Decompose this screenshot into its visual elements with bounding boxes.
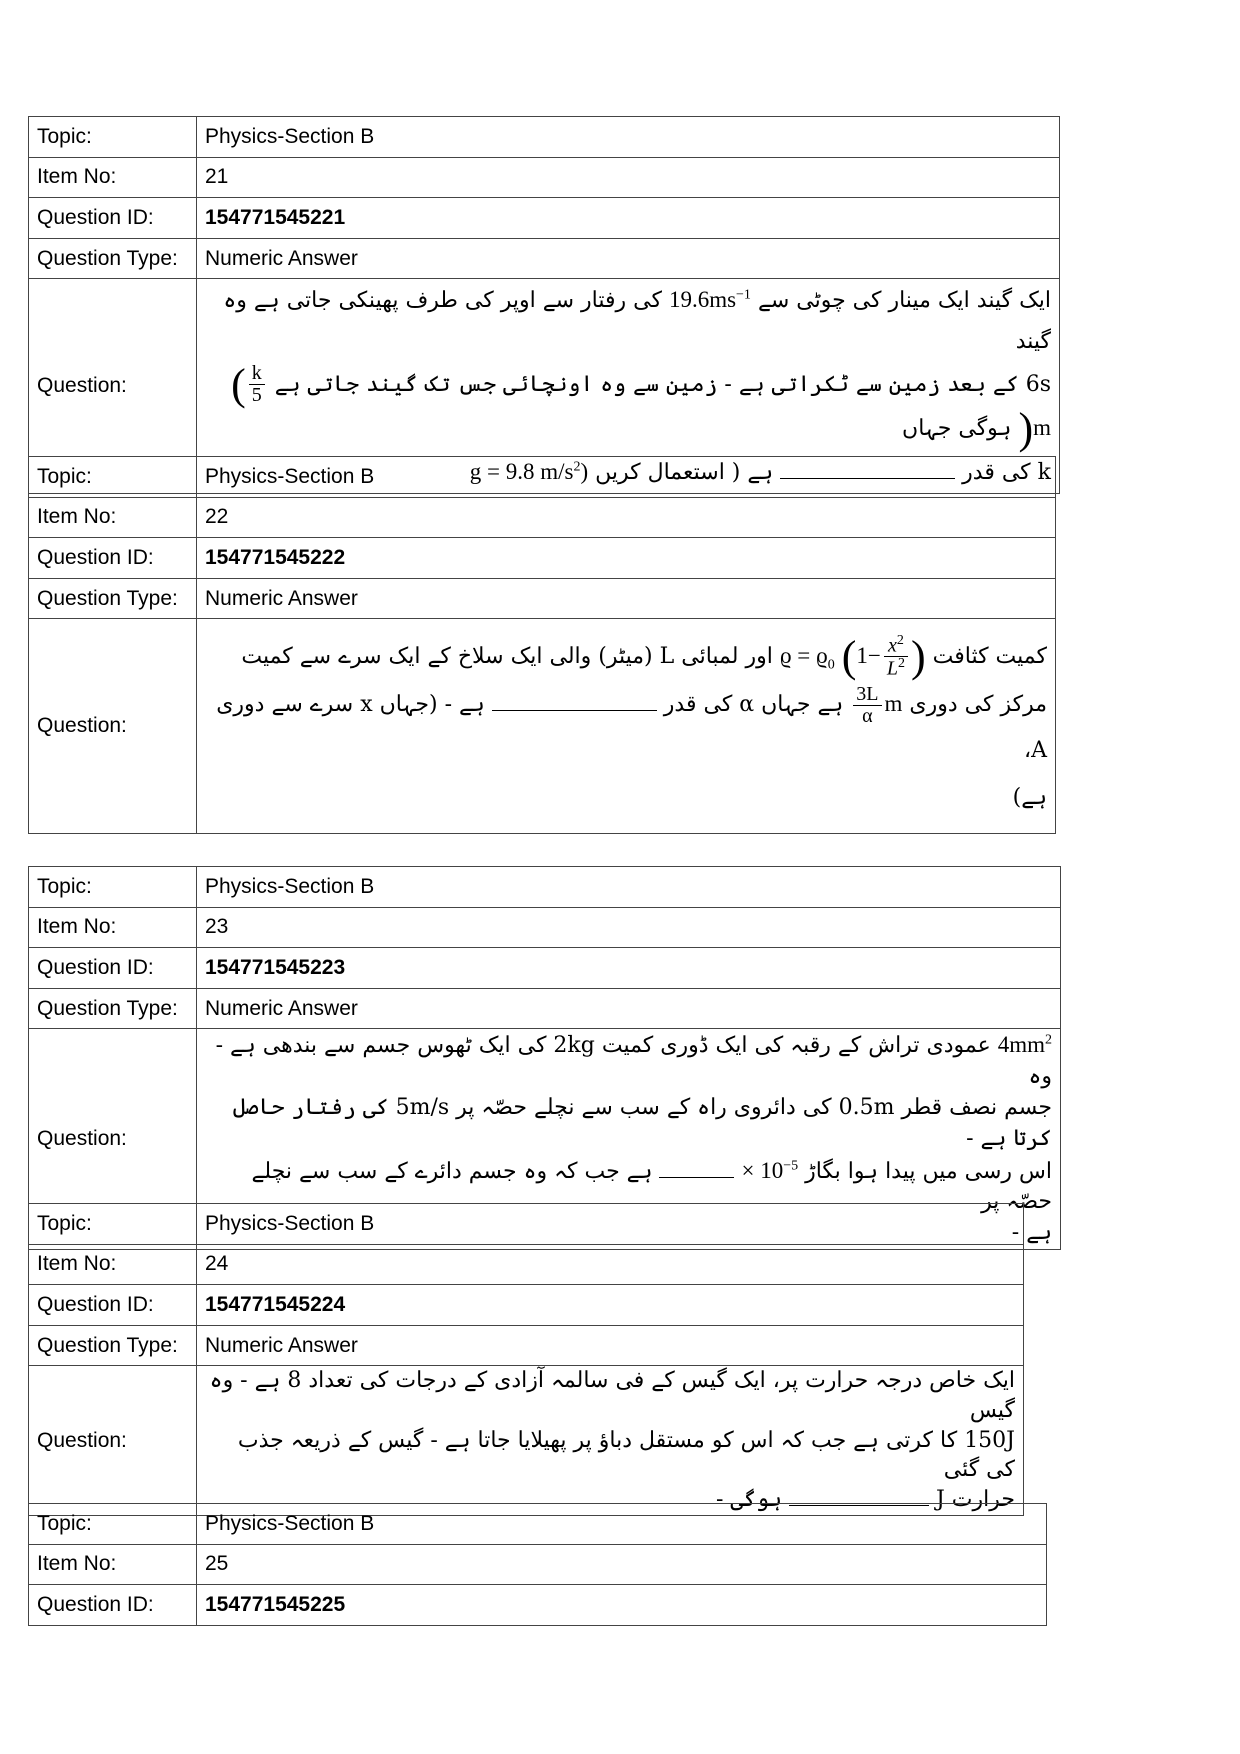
question-id-label: Question ID: [29, 538, 197, 579]
question-id-label: Question ID: [29, 1585, 197, 1626]
question-line: 150J کا کرتی ہے جب کہ اس کو مستقل دباؤ پر پھیلایا جاتا ہے - گیس کے ذریعہ جذب کی گئی [237, 1427, 1015, 1483]
question-id-label: Question ID: [29, 948, 197, 989]
topic-label: Topic: [29, 117, 197, 158]
three-l-over-alpha: $\frac{3L}{\alpha}$ m [850, 692, 902, 717]
topic-value: Physics-Section B [197, 117, 1060, 158]
answer-blank [492, 692, 657, 711]
question-id-value: 154771545223 [197, 948, 1061, 989]
item-no-label: Item No: [29, 497, 197, 538]
question-line: $4mm^2$ عمودی تراش کے رقبہ کی ایک ڈوری کمیت 2kg کی ایک ٹھوس جسم سے بندھی ہے - وہ [215, 1032, 1052, 1090]
question-id-label: Question ID: [29, 1285, 197, 1326]
density-expression: $ϱ = ϱ_0$ (1− $\frac{x^2}{L^2}$ ) [779, 631, 926, 681]
question-table-25 [28, 1503, 1047, 1626]
item-no-label: Item No: [29, 157, 197, 198]
question-id-row [29, 948, 1061, 989]
velocity-value: $19.6ms^{-1}$ [668, 287, 751, 313]
topic-value: Physics-Section B [197, 457, 1056, 498]
question-line: کمیت کثافت $ϱ = ϱ_0$ (1− $\frac{x^2}{L^2}$ ) اور لمبائی L (میٹر) والی ایک سلاخ کے ایک سرے سے کمیت [241, 631, 1047, 681]
question-type-label: Question Type: [29, 1325, 197, 1366]
question-line: ایک خاص درجہ حرارت پر، ایک گیس کے فی سالمہ آزادی کے درجات کی تعداد 8 ہے - وہ گیس [209, 1368, 1015, 1424]
item-no-label: Item No: [29, 1244, 197, 1285]
item-no-row [29, 1544, 1047, 1585]
topic-label: Topic: [29, 457, 197, 498]
topic-value: Physics-Section B [197, 1204, 1024, 1245]
item-no-value: 25 [197, 1544, 1047, 1585]
question-line: جسم نصف قطر 0.5m کی دائروی راہ کے سب سے نچلے حصّہ پر 5m/s کی رفتار حاصل کرتا ہے - [232, 1094, 1052, 1151]
question-text [197, 619, 1056, 834]
question-label: Question: [29, 279, 197, 494]
question-id-value: 154771545225 [197, 1585, 1047, 1626]
k-over-5-fraction: ( $\frac{k}{5}$ )m [231, 359, 1051, 453]
item-no-value: 21 [197, 157, 1060, 198]
question-row [29, 619, 1056, 834]
question-type-row [29, 238, 1060, 279]
question-type-row [29, 988, 1061, 1029]
topic-value: Physics-Section B [197, 1504, 1047, 1545]
topic-value: Physics-Section B [197, 867, 1061, 908]
question-line: مرکز کی دوری $\frac{3L}{\alpha}$ m ہے جہاں α کی قدر ہے - (جہاں x سرے سے دوری A، [216, 682, 1047, 764]
item-no-label: Item No: [29, 907, 197, 948]
question-type-label: Question Type: [29, 988, 197, 1029]
question-label: Question: [29, 619, 197, 834]
question-id-value: 154771545222 [197, 538, 1056, 579]
topic-row [29, 867, 1061, 908]
question-row [29, 1366, 1024, 1515]
question-id-row [29, 1285, 1024, 1326]
question-line: ہے - [1011, 1220, 1052, 1246]
item-no-row [29, 497, 1056, 538]
question-id-value: 154771545224 [197, 1285, 1024, 1326]
topic-row [29, 117, 1060, 158]
topic-row [29, 457, 1056, 498]
question-table-24 [28, 1203, 1024, 1516]
question-type-row [29, 578, 1056, 619]
item-no-row [29, 1244, 1024, 1285]
topic-label: Topic: [29, 1504, 197, 1545]
question-type-row [29, 1325, 1024, 1366]
answer-blank [659, 1159, 734, 1178]
question-type-label: Question Type: [29, 238, 197, 279]
item-no-value: 24 [197, 1244, 1024, 1285]
question-line: 6s کے بعد زمین سے ٹکراتی ہے - زمین سے وہ اونچائی جس تک گیند جاتی ہے ( $\frac{k}{5}$ )m ہوگی جہاں [231, 359, 1051, 453]
question-type-value: Numeric Answer [197, 988, 1061, 1029]
question-id-row [29, 198, 1060, 239]
question-label: Question: [29, 1366, 197, 1515]
question-text [197, 1366, 1024, 1515]
question-line: ہے) [1012, 784, 1047, 810]
ten-power: × $10^{-5}$ [741, 1157, 799, 1183]
item-no-value: 22 [197, 497, 1056, 538]
question-table-21 [28, 116, 1060, 494]
question-table-22 [28, 456, 1056, 834]
question-label: Question: [29, 1029, 197, 1250]
question-id-row [29, 1585, 1047, 1626]
question-id-label: Question ID: [29, 198, 197, 239]
area-value: $4mm^2$ [997, 1032, 1052, 1058]
gravity-value: g = 9.8 $m/s^2$) [469, 458, 589, 484]
item-no-row [29, 157, 1060, 198]
topic-label: Topic: [29, 867, 197, 908]
question-line: اس رسی میں پیدا ہوا بگاڑ × $10^{-5}$ ہے جب کہ وہ جسم دائرے کے سب سے نچلے حصّہ پر [251, 1157, 1052, 1215]
question-table-23 [28, 866, 1061, 1250]
item-no-value: 23 [197, 907, 1061, 948]
item-no-label: Item No: [29, 1544, 197, 1585]
question-type-value: Numeric Answer [197, 578, 1056, 619]
question-line: ایک گیند ایک مینار کی چوٹی سے $19.6ms^{-1}$ کی رفتار سے اوپر کی طرف پھینکی جاتی ہے وہ گیند [223, 287, 1051, 355]
question-line: k کی قدر ہے ( استعمال کریں g = 9.8 $m/s^2$) [469, 458, 1051, 485]
question-type-label: Question Type: [29, 578, 197, 619]
question-type-value: Numeric Answer [197, 1325, 1024, 1366]
question-line: حرارت J ہوگی - [715, 1487, 1015, 1513]
question-id-value: 154771545221 [197, 198, 1060, 239]
question-id-row [29, 538, 1056, 579]
question-type-value: Numeric Answer [197, 238, 1060, 279]
topic-row [29, 1204, 1024, 1245]
topic-label: Topic: [29, 1204, 197, 1245]
topic-row [29, 1504, 1047, 1545]
item-no-row [29, 907, 1061, 948]
